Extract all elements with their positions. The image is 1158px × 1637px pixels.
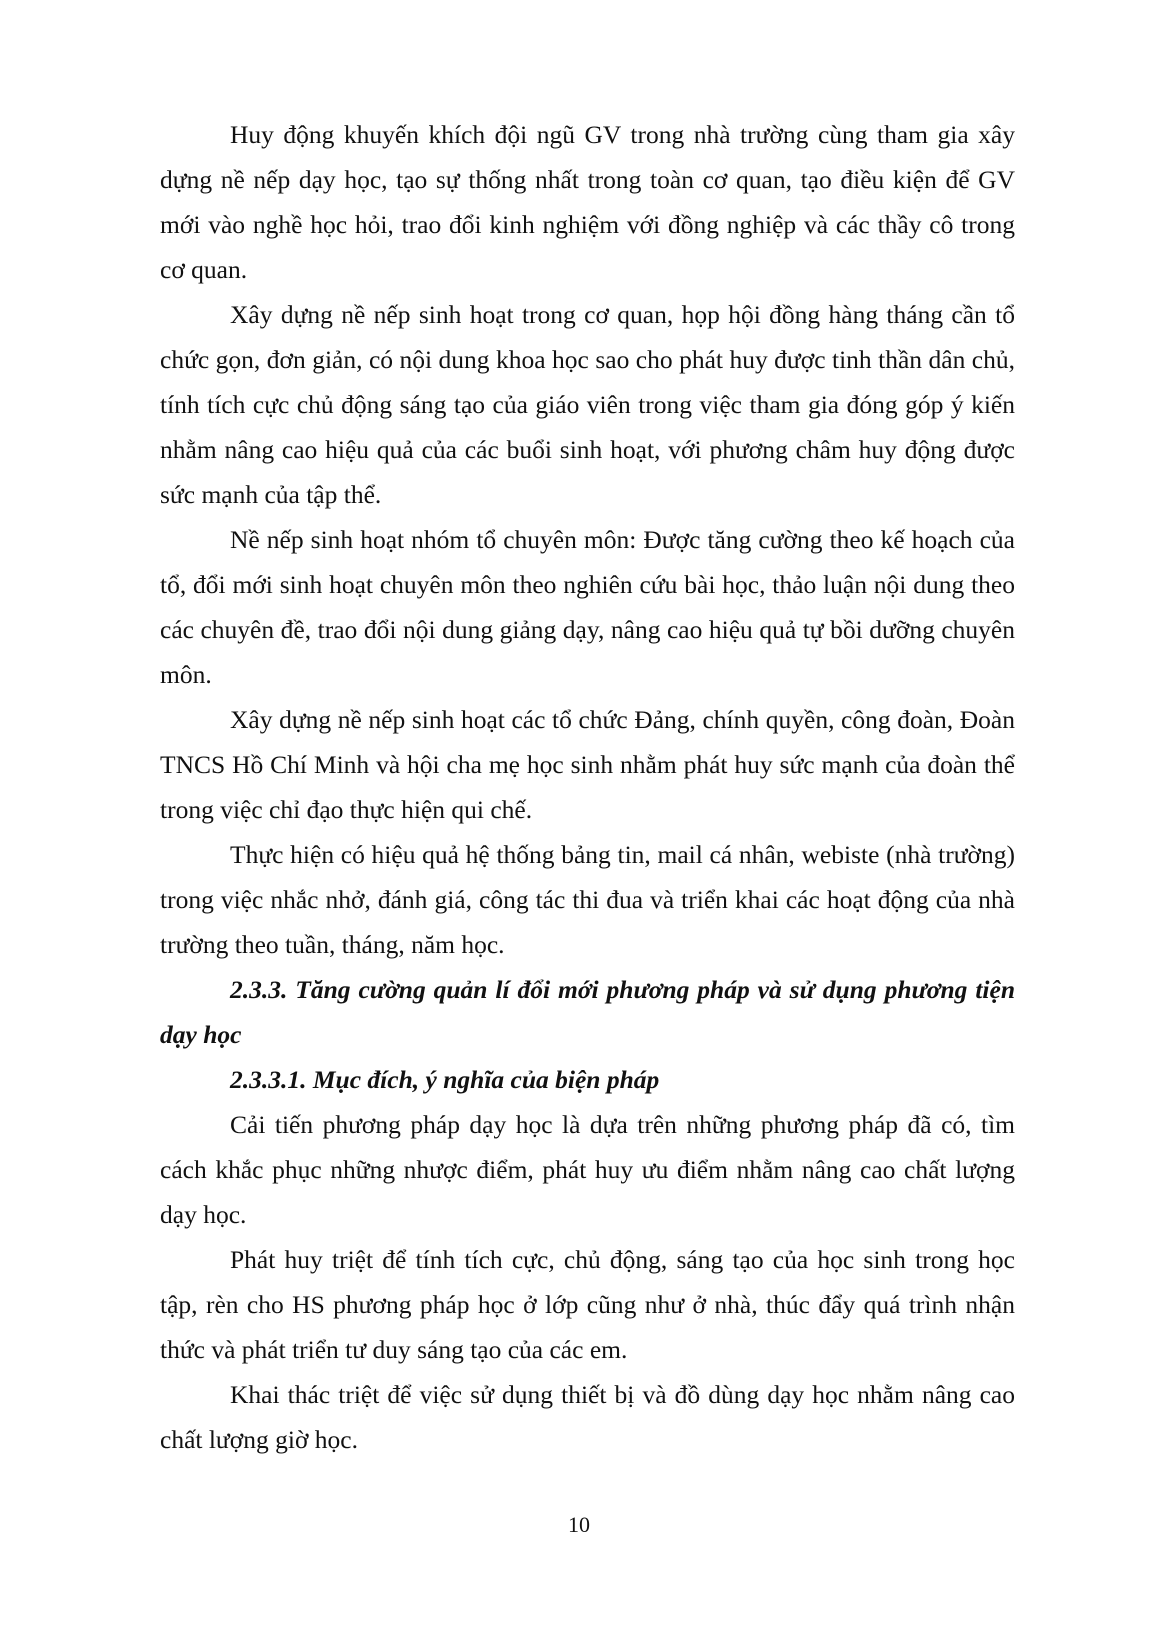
page-number: 10 xyxy=(568,1512,590,1537)
paragraph-bulletin-system: Thực hiện có hiệu quả hệ thống bảng tin, mail cá nhân, webiste (nhà trường) trong việc nhắc nhở, đánh giá, công tác thi đua và triển khai các hoạt động của nhà trường theo tuần, tháng, năm học. xyxy=(160,840,1015,959)
paragraph-organization-routine: Xây dựng nề nếp sinh hoạt các tổ chức Đảng, chính quyền, công đoàn, Đoàn TNCS Hồ Chí Minh và hội cha mẹ học sinh nhằm phát huy sức mạnh của đoàn thể trong việc chỉ đạo thực hiện qui chế. xyxy=(160,705,1015,824)
paragraph-subject-group-routine: Nề nếp sinh hoạt nhóm tổ chuyên môn: Được tăng cường theo kế hoạch của tổ, đổi mới sinh hoạt chuyên môn theo nghiên cứu bài học, thảo luận nội dung theo các chuyên đề, trao đổi nội dung giảng dạy, nâng cao hiệu quả tự bồi dưỡng chuyên môn. xyxy=(160,525,1015,689)
paragraph-agency-routine: Xây dựng nề nếp sinh hoạt trong cơ quan, họp hội đồng hàng tháng cần tổ chức gọn, đơn giản, có nội dung khoa học sao cho phát huy được tinh thần dân chủ, tính tích cực chủ động sáng tạo của giáo viên trong việc tham gia đóng góp ý kiến nhằm nâng cao hiệu quả của các buổi sinh hoạt, với phương châm huy động được sức mạnh của tập thể. xyxy=(160,300,1015,509)
paragraph-equipment-usage: Khai thác triệt để việc sử dụng thiết bị và đồ dùng dạy học nhằm nâng cao chất lượng giờ học. xyxy=(160,1380,1015,1454)
paragraph-method-improvement: Cải tiến phương pháp dạy học là dựa trên những phương pháp đã có, tìm cách khắc phục những nhược điểm, phát huy ưu điểm nhằm nâng cao chất lượng dạy học. xyxy=(160,1110,1015,1229)
section-heading-2-3-3: 2.3.3. Tăng cường quản lí đổi mới phương pháp và sử dụng phương tiện dạy học xyxy=(160,975,1015,1049)
paragraph-teacher-mobilization: Huy động khuyến khích đội ngũ GV trong nhà trường cùng tham gia xây dựng nề nếp dạy học, tạo sự thống nhất trong toàn cơ quan, tạo điều kiện để GV mới vào nghề học hỏi, trao đổi kinh nghiệm với đồng nghiệp và các thầy cô trong cơ quan. xyxy=(160,120,1015,284)
document-page xyxy=(160,112,1015,1462)
paragraph-student-activeness: Phát huy triệt để tính tích cực, chủ động, sáng tạo của học sinh trong học tập, rèn cho HS phương pháp học ở lớp cũng như ở nhà, thúc đẩy quá trình nhận thức và phát triển tư duy sáng tạo của các em. xyxy=(160,1245,1015,1364)
section-heading-2-3-3-1: 2.3.3.1. Mục đích, ý nghĩa của biện pháp xyxy=(230,1065,660,1094)
